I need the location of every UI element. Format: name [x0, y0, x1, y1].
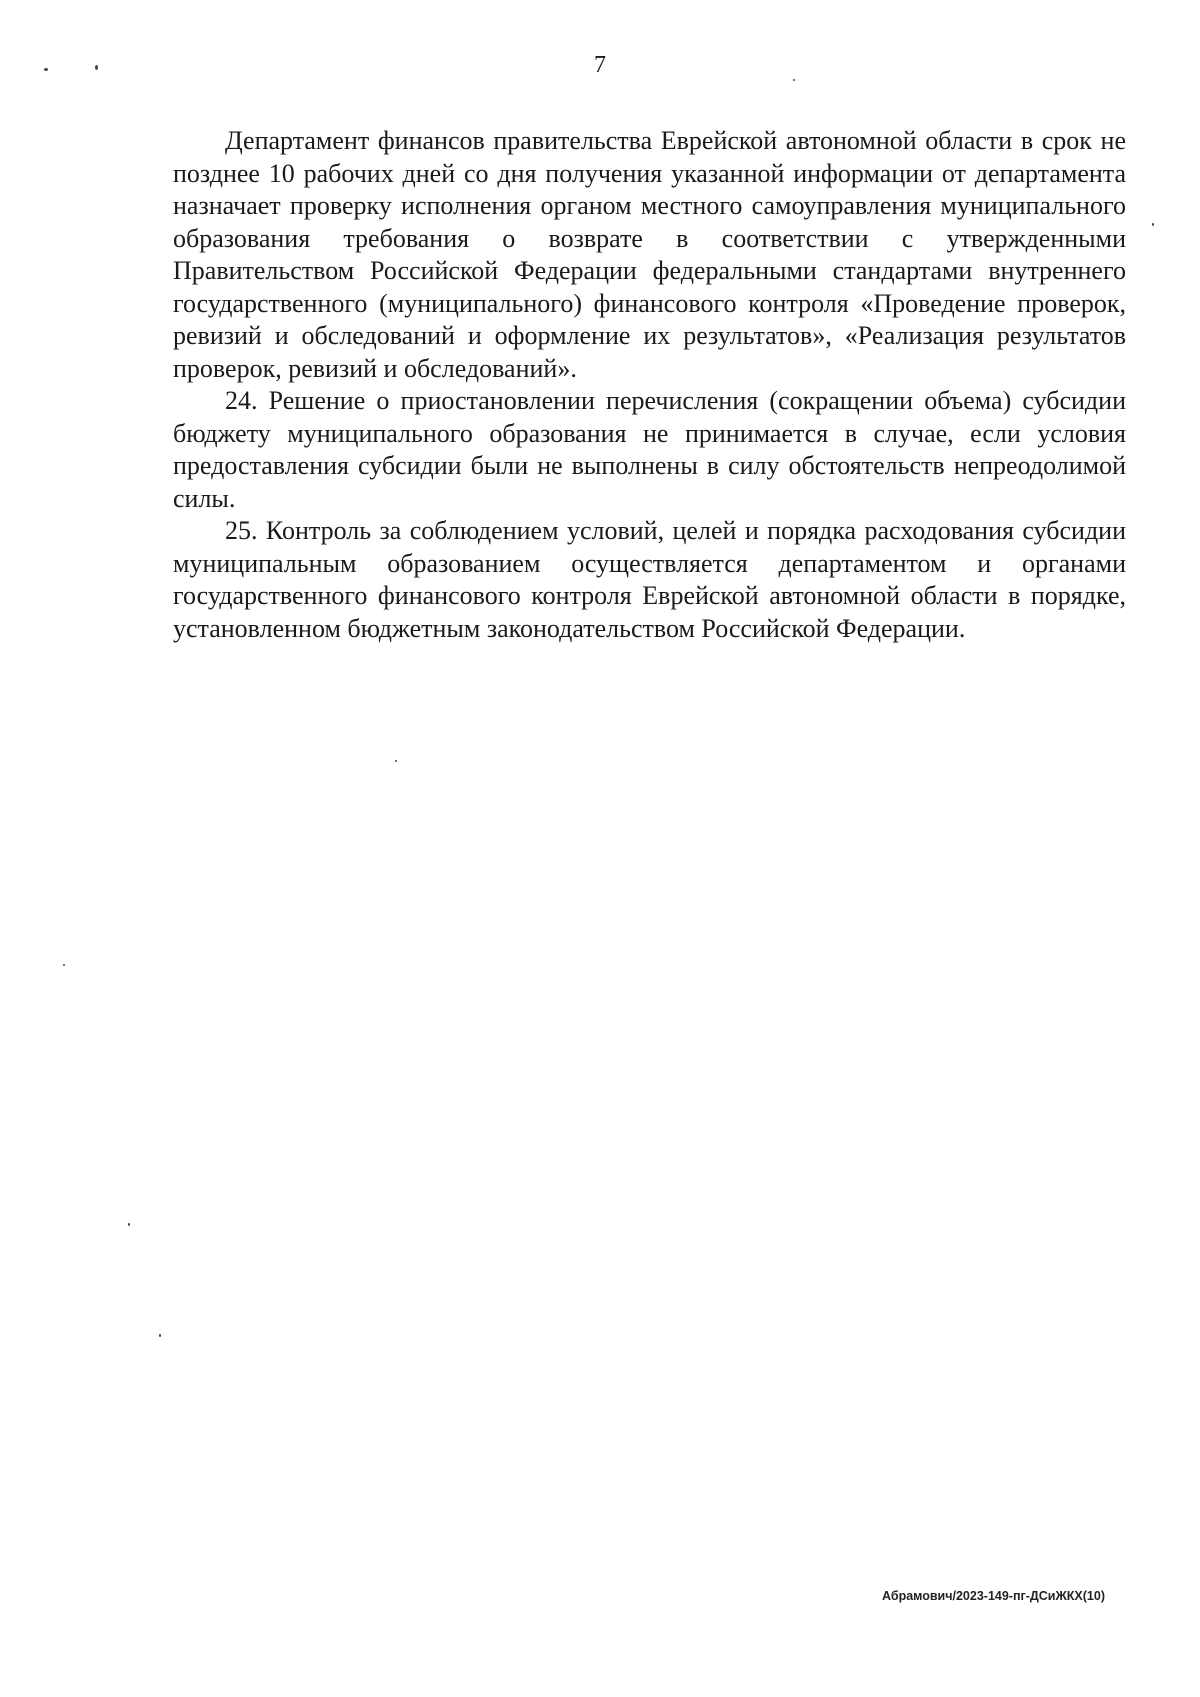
scan-speck	[128, 1223, 130, 1226]
document-registration-code: Абрамович/2023-149-пг-ДСиЖКХ(10)	[881, 1589, 1105, 1603]
scan-speck	[44, 68, 48, 71]
paragraph-department-check: Департамент финансов правительства Еврейской автономной области в срок не позднее 10 рабочих дней со дня получения указанной информации от департамента назначает проверку исполнения органом местного самоуправления муниципального образования требования о возврате в соответствии с утвержденными Правительством Российской Федерации федеральными стандартами внутреннего государственного (муниципального) финансового контроля «Проведение проверок, ревизий и обследований и оформление их результатов», «Реализация результатов проверок, ревизий и обследований».	[173, 126, 1126, 383]
scan-speck	[95, 65, 98, 70]
scan-speck	[1152, 223, 1154, 226]
scan-speck	[159, 1334, 161, 1337]
page-number: 7	[594, 52, 606, 78]
scan-speck	[395, 760, 397, 762]
scan-speck	[793, 79, 795, 81]
scan-speck	[63, 964, 65, 966]
paragraph-24-suspension-decision: 24. Решение о приостановлении перечисления (сокращении объема) субсидии бюджету муниципального образования не принимается в случае, если условия предоставления субсидии были не выполнены в силу обстоятельств непреодолимой силы.	[173, 386, 1126, 513]
document-body	[173, 125, 1126, 645]
paragraph-25-control: 25. Контроль за соблюдением условий, целей и порядка расходования субсидии муниципальным образованием осуществляется департаментом и органами государственного финансового контроля Еврейской автономной области в порядке, установленном бюджетным законодательством Российской Федерации.	[173, 516, 1126, 643]
